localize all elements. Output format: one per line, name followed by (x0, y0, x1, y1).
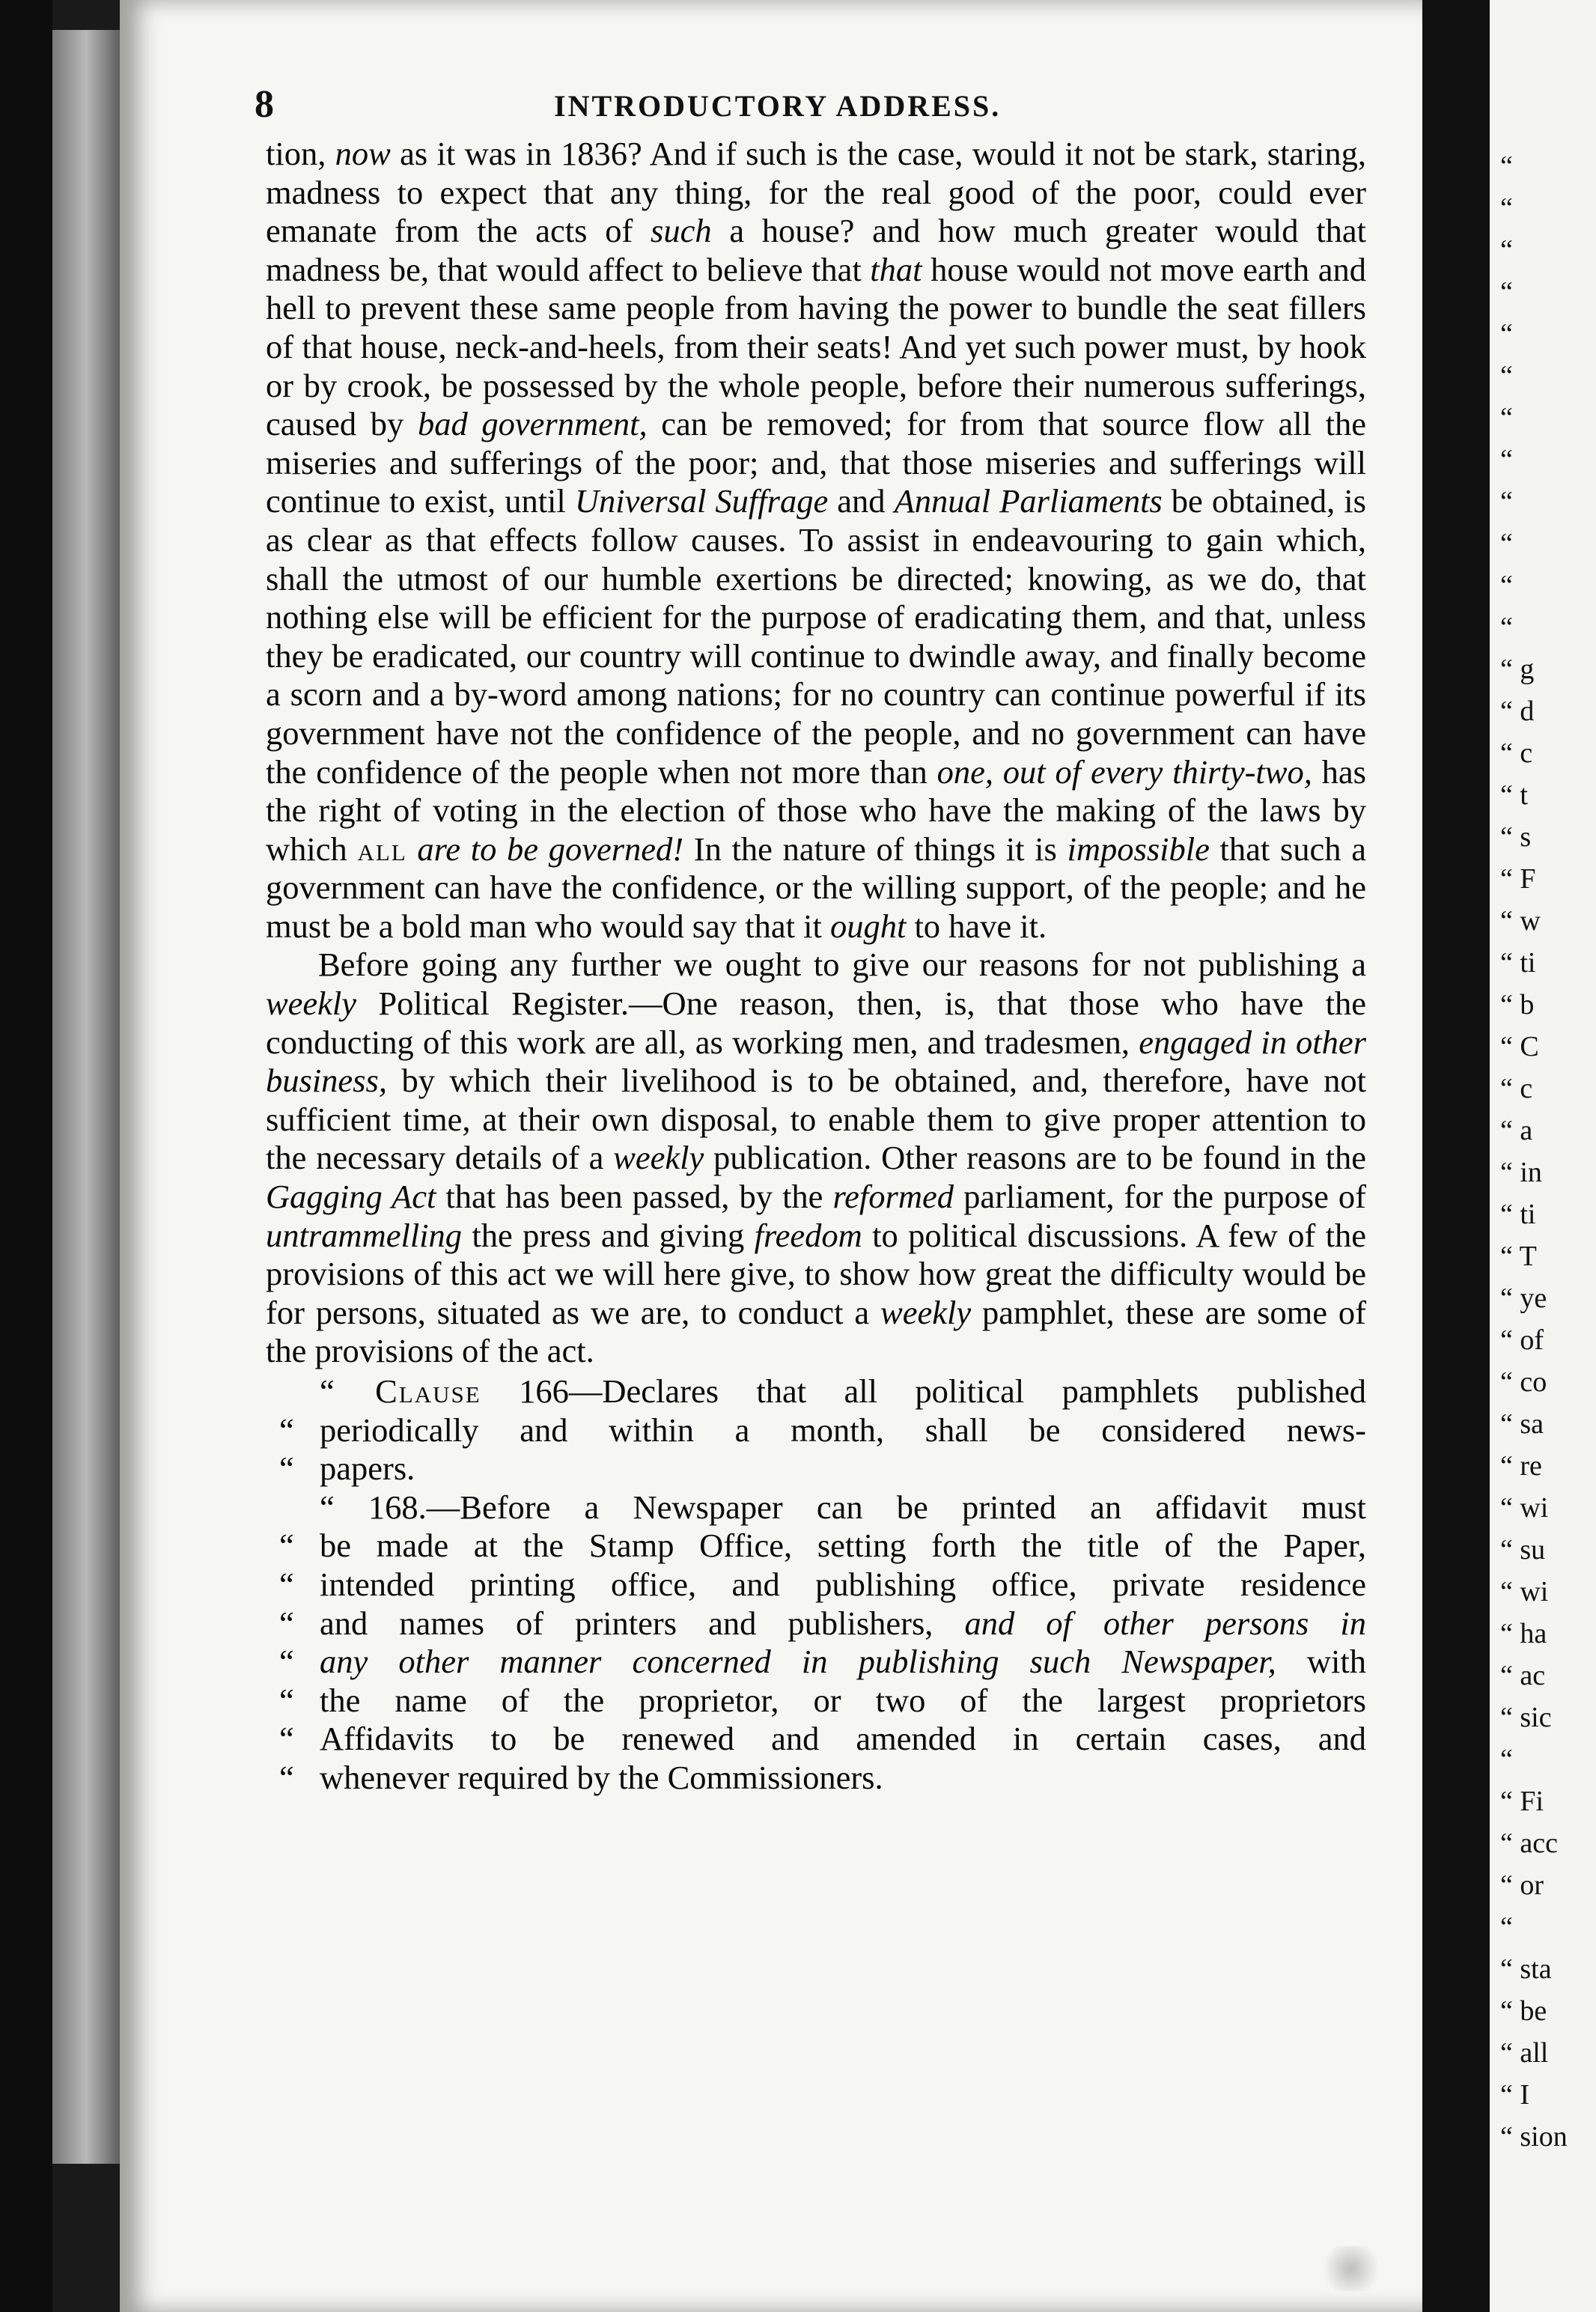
quote-mark: “ (279, 1604, 294, 1642)
facing-page-line-fragment: “ sion (1500, 2121, 1568, 2153)
text-run: be made at the Stamp Office, setting forth the title of the Paper, (320, 1527, 1366, 1565)
italic-text-run: Universal Suffrage (574, 482, 829, 520)
small-caps-text-run: all (357, 830, 407, 868)
quoted-clause-line (266, 1720, 1366, 1759)
italic-text-run: that (870, 250, 922, 288)
text-run: Affidavits to be renewed and amended in certain cases, and (320, 1720, 1366, 1758)
quote-mark: “ (279, 1758, 294, 1796)
italic-text-run: are to be governed! (417, 830, 684, 868)
facing-page-line-fragment: “ c (1500, 737, 1533, 769)
text-run (407, 830, 418, 868)
text-run: Political Register.—One reason, then, is, that those who have the conducting of this work are all, as working men, and tradesmen, (266, 985, 1366, 1061)
facing-page-line-fragment: “ d (1500, 696, 1535, 727)
facing-page-line-fragment: “ F (1500, 863, 1536, 895)
italic-text-run: freedom (754, 1216, 862, 1254)
small-caps-text-run: “ Clause (320, 1372, 481, 1410)
text-run: pamphlet, these are some of the provisions of the act. (266, 1293, 1366, 1370)
italic-text-run: engaged in other business, (266, 1023, 1366, 1100)
italic-text-run: weekly (880, 1293, 972, 1331)
italic-text-run: weekly (613, 1139, 704, 1177)
quoted-clause-line (266, 1759, 1366, 1798)
facing-page-line-fragment: “ sta (1500, 1953, 1552, 1985)
quote-mark: “ (279, 1449, 294, 1488)
facing-page-line-fragment: “ (1500, 276, 1513, 308)
text-run: with (1276, 1643, 1366, 1681)
facing-page-line-fragment: “ or (1500, 1870, 1544, 1901)
italic-text-run: ought (829, 907, 907, 945)
text-run: as it was in 1836? And if such is the case, would it not be stark, staring, madness to expect that any thing, for the real good of the poor, could ever emanate from the acts of (266, 135, 1366, 250)
scan-left-edge (0, 0, 52, 2312)
facing-page-line-fragment: “ C (1500, 1031, 1539, 1062)
page-gutter (1422, 0, 1490, 2312)
quote-mark: “ (279, 1527, 294, 1565)
facing-page-line-fragment: “ ye (1500, 1283, 1547, 1314)
quote-mark: “ (279, 1643, 294, 1681)
facing-page-line-fragment: “ (1500, 318, 1513, 350)
facing-page-line-fragment: “ (1500, 192, 1513, 224)
facing-page-line-fragment: “ (1500, 486, 1513, 517)
text-run: has the right of voting in the election of those who have the making of the laws by which (266, 752, 1366, 868)
facing-page-line-fragment: “ wi (1500, 1576, 1549, 1607)
text-run: to have it. (906, 907, 1047, 945)
facing-page-line-fragment: “ b (1500, 989, 1535, 1020)
text-run: and (828, 482, 895, 520)
facing-page-line-fragment: “ ti (1500, 1199, 1536, 1230)
facing-page-line-fragment: “ (1500, 1744, 1513, 1775)
facing-page-line-fragment: “ g (1500, 654, 1535, 685)
quoted-clause-line (266, 1411, 1366, 1450)
text-run: 166—Declares that all political pamphlets published (481, 1372, 1367, 1410)
facing-page-fragment (1490, 0, 1596, 2312)
italic-text-run: one, out of every thirty-two, (936, 752, 1312, 791)
text-run: and names of printers and publishers, (320, 1604, 965, 1642)
facing-page-line-fragment: “ sa (1500, 1408, 1544, 1440)
quoted-clause-line (266, 1527, 1366, 1566)
facing-page-line-fragment: “ wi (1500, 1492, 1549, 1524)
paragraph-2 (266, 946, 1366, 1371)
facing-page-line-fragment: “ c (1500, 1073, 1533, 1104)
facing-page-line-fragment: “ t (1500, 779, 1528, 811)
page-header (255, 82, 1362, 127)
facing-page-line-fragment: “ ha (1500, 1618, 1547, 1649)
text-run: periodically and within a month, shall be considered news- (320, 1411, 1366, 1449)
facing-page-line-fragment: “ (1500, 402, 1513, 434)
paper-stain (1318, 2246, 1385, 2291)
facing-page-line-fragment: “ of (1500, 1324, 1544, 1356)
text-run: be obtained, is as clear as that effects follow causes. To assist in endeavouring to gain which, shall the utmost of our humble exertions be directed; knowing, as we do, that nothing else will be efficient for the purpose of eradicating them, and that, unless they be eradicated, our country will continue to dwindle away, and finally become a scorn and a by-word among nations; for no country can continue powerful if its government have not the confidence of the people, and no government can have the confidence of the people when not more than (266, 482, 1366, 791)
text-run: “ 168.—Before a Newspaper can be printed an affidavit must (320, 1488, 1366, 1526)
text-run: that has been passed, by the (436, 1178, 833, 1216)
text-run: publication. Other reasons are to be found in the (704, 1139, 1366, 1177)
facing-page-line-fragment: “ I (1500, 2079, 1530, 2111)
italic-text-run: bad government, (417, 405, 648, 443)
facing-page-line-fragment: “ a (1500, 1115, 1533, 1146)
text-run: Before going any further we ought to give our reasons for not publishing a (318, 946, 1366, 984)
italic-text-run: Annual Parliaments (894, 482, 1163, 520)
italic-text-run: now (335, 135, 391, 172)
facing-page-line-fragment: “ w (1500, 905, 1541, 937)
italic-text-run: Gagging Act (266, 1178, 436, 1216)
facing-page-line-fragment: “ (1500, 150, 1513, 182)
quoted-clause-line (266, 1643, 1366, 1682)
text-run: intended printing office, and publishing office, private residence (320, 1565, 1366, 1603)
facing-page-line-fragment: “ (1500, 1911, 1513, 1943)
facing-page-line-fragment: “ in (1500, 1157, 1542, 1188)
quoted-clause-line (266, 1566, 1366, 1604)
text-run: the press and giving (462, 1216, 755, 1254)
facing-page-line-fragment: “ (1500, 570, 1513, 601)
paragraph-1 (266, 135, 1366, 946)
facing-page-line-fragment: “ Fi (1500, 1786, 1544, 1817)
facing-page-line-fragment: “ sic (1500, 1702, 1552, 1733)
facing-page-line-fragment: “ ac (1500, 1660, 1546, 1691)
text-run: a house? and how much greater would that madness be, that would affect to believe that (266, 212, 1366, 288)
italic-text-run: and of other persons in (964, 1604, 1366, 1642)
facing-page-line-fragment: “ (1500, 528, 1513, 559)
quote-mark: “ (279, 1720, 294, 1758)
text-run: In the nature of things it is (683, 830, 1067, 868)
page-number: 8 (255, 83, 274, 126)
text-run: parliament, for the purpose of (954, 1178, 1366, 1216)
text-run: can be removed; for from that source flow all the miseries and sufferings of the poor; and, that those miseries and sufferings will continue to exist, until (266, 405, 1366, 520)
facing-page-line-fragment: “ (1500, 234, 1513, 266)
facing-page-line-fragment: “ su (1500, 1534, 1546, 1566)
facing-page-line-fragment: “ (1500, 360, 1513, 392)
facing-page-line-fragment: “ T (1500, 1241, 1537, 1272)
facing-page-line-fragment: “ co (1500, 1366, 1547, 1398)
facing-page-line-fragment: “ ti (1500, 947, 1536, 979)
facing-page-line-fragment: “ re (1500, 1450, 1542, 1482)
quoted-clause-line (266, 1372, 1366, 1411)
italic-text-run: untrammelling (266, 1216, 463, 1254)
text-run: papers. (320, 1449, 415, 1488)
facing-page-line-fragment: “ all (1500, 2037, 1549, 2069)
page-body (266, 135, 1366, 1798)
quote-mark: “ (279, 1411, 294, 1449)
clause-166-quote (266, 1372, 1366, 1488)
text-run: tion, (266, 135, 335, 172)
text-run: to political discussions. A few of the provisions of this act we will here give, to show how great the difficulty would be for persons, situated as we are, to conduct a (266, 1216, 1366, 1331)
italic-text-run: reformed (832, 1178, 954, 1216)
running-head: INTRODUCTORY ADDRESS. (554, 89, 1002, 123)
facing-page-line-fragment: “ (1500, 444, 1513, 475)
quote-mark: “ (279, 1565, 294, 1603)
text-run: by which their livelihood is to be obtained, and, therefore, have not sufficient time, at their own disposal, to enable them to give proper attention to the necessary details of a (266, 1062, 1366, 1177)
facing-page-line-fragment: “ (1500, 612, 1513, 643)
facing-page-line-fragment: “ be (1500, 1995, 1547, 2027)
italic-text-run: any other manner concerned in publishing such Newspaper, (320, 1643, 1276, 1681)
italic-text-run: weekly (266, 985, 357, 1023)
quoted-clause-line (266, 1682, 1366, 1721)
quoted-clause-line (266, 1449, 1366, 1488)
text-run: that such a government can have the confidence, or the willing support, of the people; and he must be a bold man who would say that it (266, 830, 1366, 945)
quoted-clause-line (266, 1488, 1366, 1527)
facing-page-line-fragment: “ acc (1500, 1828, 1558, 1859)
text-run: house would not move earth and hell to prevent these same people from having the power to bundle the seat fillers of that house, neck-and-heels, from their seats! And yet such power must, by hook or by crook, be possessed by the whole people, before their numerous sufferings, caused by (266, 250, 1366, 443)
facing-page-line-fragment: “ s (1500, 821, 1532, 853)
text-run: whenever required by the Commissioners. (320, 1758, 883, 1796)
italic-text-run: impossible (1067, 830, 1210, 868)
italic-text-run: such (651, 212, 712, 250)
quoted-clause-line (266, 1604, 1366, 1643)
quote-mark: “ (279, 1681, 294, 1719)
clause-168-quote (266, 1488, 1366, 1798)
text-run: the name of the proprietor, or two of the largest proprietors (320, 1681, 1366, 1719)
